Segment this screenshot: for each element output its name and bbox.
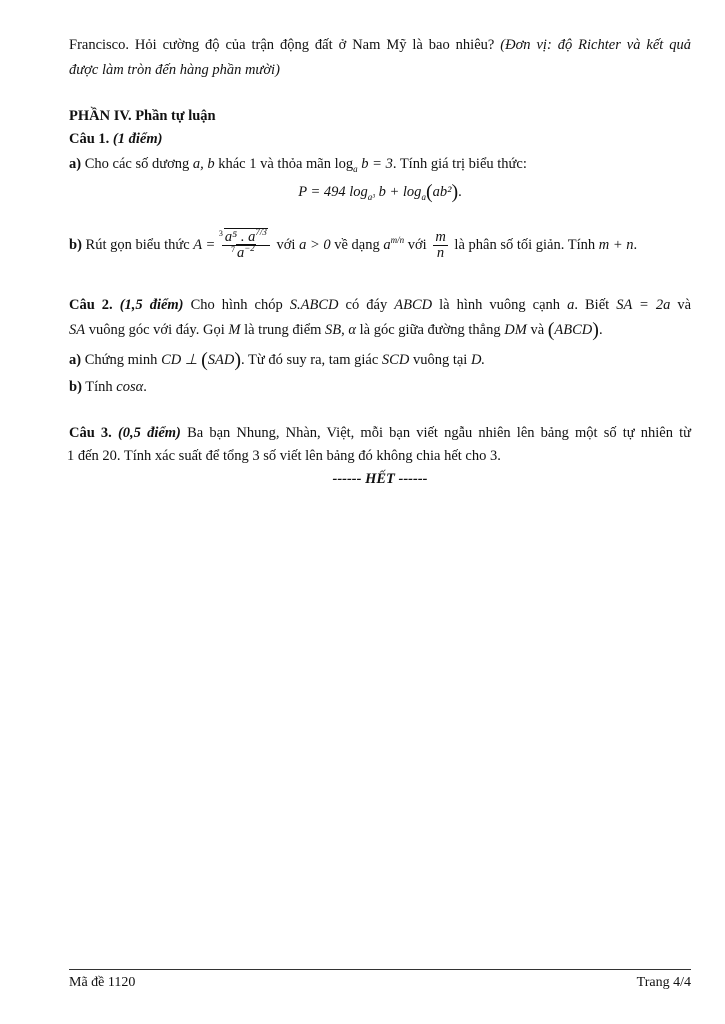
q1-label: Câu 1. [69, 131, 110, 147]
part4-heading: PHẦN IV. Phần tự luận [69, 108, 216, 124]
intro-text: Francisco. Hỏi cường độ của trận động đất ở Nam Mỹ là bao nhiêu? [69, 37, 495, 53]
q2-points: (1,5 điểm) [119, 297, 184, 313]
A-fraction: 3 a⁵ . $a^{7/3}$ 7 $a^{-2}$ [222, 230, 270, 261]
q1-heading [69, 130, 691, 148]
intro-line-1 [69, 36, 691, 54]
q2a-line: a) Chứng minh CD ⊥ (SAD). Từ đó suy ra, tam giác SCD vuông tại D. [69, 349, 486, 371]
q3-label: Câu 3. [69, 425, 112, 441]
footer-divider [69, 969, 691, 970]
page-footer [69, 975, 691, 991]
q1-points: (1 điểm) [112, 131, 163, 147]
intro-note: (Đơn vị: độ Richter và kết quả [500, 37, 691, 53]
end-mark: ------ HẾT ------ [332, 471, 428, 487]
q1a-line: a) Cho các số dương a, b khác 1 và thỏa mãn $\log_a b = 3$. Tính giá trị biểu thức: [69, 156, 527, 174]
q2b-line: b) Tính cosα. [69, 379, 147, 395]
q2-line-1: Câu 2. (1,5 điểm) Cho hình chóp S.ABCD có đáy ABCD là hình vuông cạnh a. Biết SA = 2a và [69, 297, 692, 313]
intro-line-2 [69, 61, 691, 79]
document-page [69, 0, 691, 1024]
q1-P-formula: P = 494 $\log_{a^3} b + \log_a(ab^2)$. [298, 181, 462, 203]
q3-line-2: 1 đến 20. Tính xác suất để tổng 3 số viết lên bảng đó không chia hết cho 3. [67, 448, 501, 464]
intro-note-cont: được làm tròn đến hàng phần mười) [69, 62, 280, 78]
q2-line-2: SA vuông góc với đáy. Gọi M là trung điểm SB, α là góc giữa đường thẳng DM và (ABCD). [69, 319, 603, 341]
m-over-n: $\frac{m}{n}$ [435, 229, 446, 261]
q1b-line: b) Rút gọn biểu thức A = 3 a⁵ . $a^{7/3}$ 7 $a^{-2}$ với a > 0 về dạng $a^{m/n}$ với $\frac{m}{n}$ là phân số tối giản. Tính m + n. [69, 227, 638, 261]
q2-label: Câu 2. [69, 297, 113, 313]
A-lhs: A = [193, 236, 216, 253]
q3-points: (0,5 điểm) [117, 425, 181, 441]
exam-code: Mã đề 1120 [69, 975, 136, 990]
q3-line-1: Câu 3. (0,5 điểm) Ba bạn Nhung, Nhàn, Việt, mỗi bạn viết ngẫu nhiên lên bảng một số tự nhiên từ [69, 425, 692, 441]
page-number: Trang 4/4 [636, 975, 691, 990]
